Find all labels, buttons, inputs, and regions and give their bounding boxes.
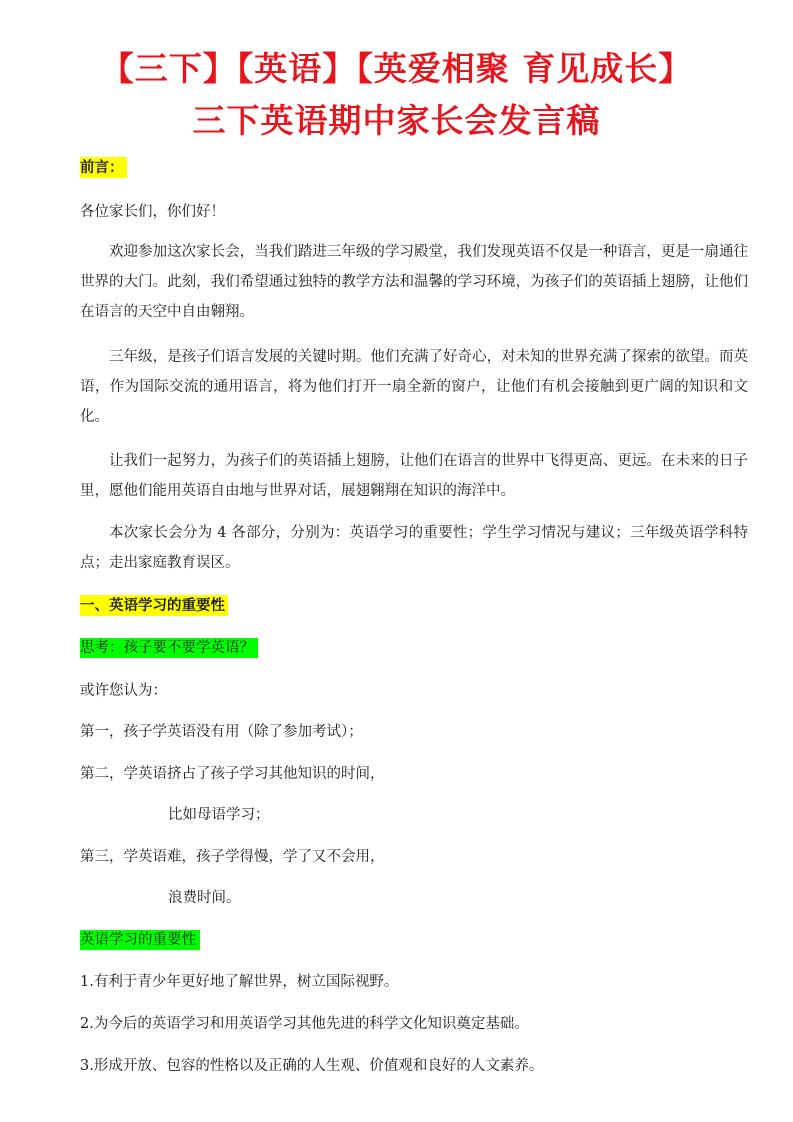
preface-paragraph-2: 三年级，是孩子们语言发展的关键时期。他们充满了好奇心，对未知的世界充满了探索的欲望。而英语，作为国际交流的通用语言，将为他们打开一扇全新的窗户，让他们有机会接触到更广阔的知识和文化。 <box>80 349 748 425</box>
maybe-text: 或许您认为： <box>80 683 167 699</box>
point-3-continued: 浪费时间。 <box>168 890 241 906</box>
preface-heading: 前言： <box>80 157 127 178</box>
importance-heading-line <box>80 930 200 950</box>
think-line <box>80 638 258 658</box>
preface-paragraph-1: 欢迎参加这次家长会，当我们踏进三年级的学习殿堂，我们发现英语不仅是一种语言，更是一扇通往世界的大门。此刻，我们希望通过独特的教学方法和温馨的学习环境，为孩子们的英语插上翅膀，让他们在语言的天空中自由翱翔。 <box>80 244 748 320</box>
importance-item-1: 1.有利于青少年更好地了解世界，树立国际视野。 <box>80 974 399 990</box>
section1-heading: 一、英语学习的重要性 <box>80 595 228 616</box>
point-3: 第三，学英语难，孩子学得慢，学了又不会用， <box>80 849 385 865</box>
point-2: 第二，学英语挤占了孩子学习其他知识的时间， <box>80 766 385 782</box>
importance-item-2: 2.为今后的英语学习和用英语学习其他先进的科学文化知识奠定基础。 <box>80 1016 529 1032</box>
importance-item-3: 3.形成开放、包容的性格以及正确的人生观、价值观和良好的人文素养。 <box>80 1058 544 1074</box>
greeting <box>80 202 225 222</box>
section1-heading-line <box>80 596 228 616</box>
greeting-text: 各位家长们，你们好！ <box>80 204 225 220</box>
title-line-1: 【三下】【英语】【英爱相聚 育见成长】 <box>100 49 693 88</box>
preface-paragraph-4: 本次家长会分为 4 各部分，分别为：英语学习的重要性；学生学习情况与建议；三年级英语学科特点；走出家庭教育误区。 <box>80 525 748 571</box>
think-question: 思考：孩子要不要学英语？ <box>80 638 258 658</box>
preface-heading-line <box>80 158 127 178</box>
title-line-2: 三下英语期中家长会发言稿 <box>192 101 601 140</box>
importance-heading: 英语学习的重要性 <box>80 930 200 950</box>
point-2-continued: 比如母语学习； <box>168 807 270 823</box>
point-1: 第一，孩子学英语没有用（除了参加考试）； <box>80 724 363 740</box>
preface-paragraph-3: 让我们一起努力，为孩子们的英语插上翅膀，让他们在语言的世界中飞得更高、更远。在未来的日子里，愿他们能用英语自由地与世界对话，展翅翱翔在知识的海洋中。 <box>80 453 748 499</box>
